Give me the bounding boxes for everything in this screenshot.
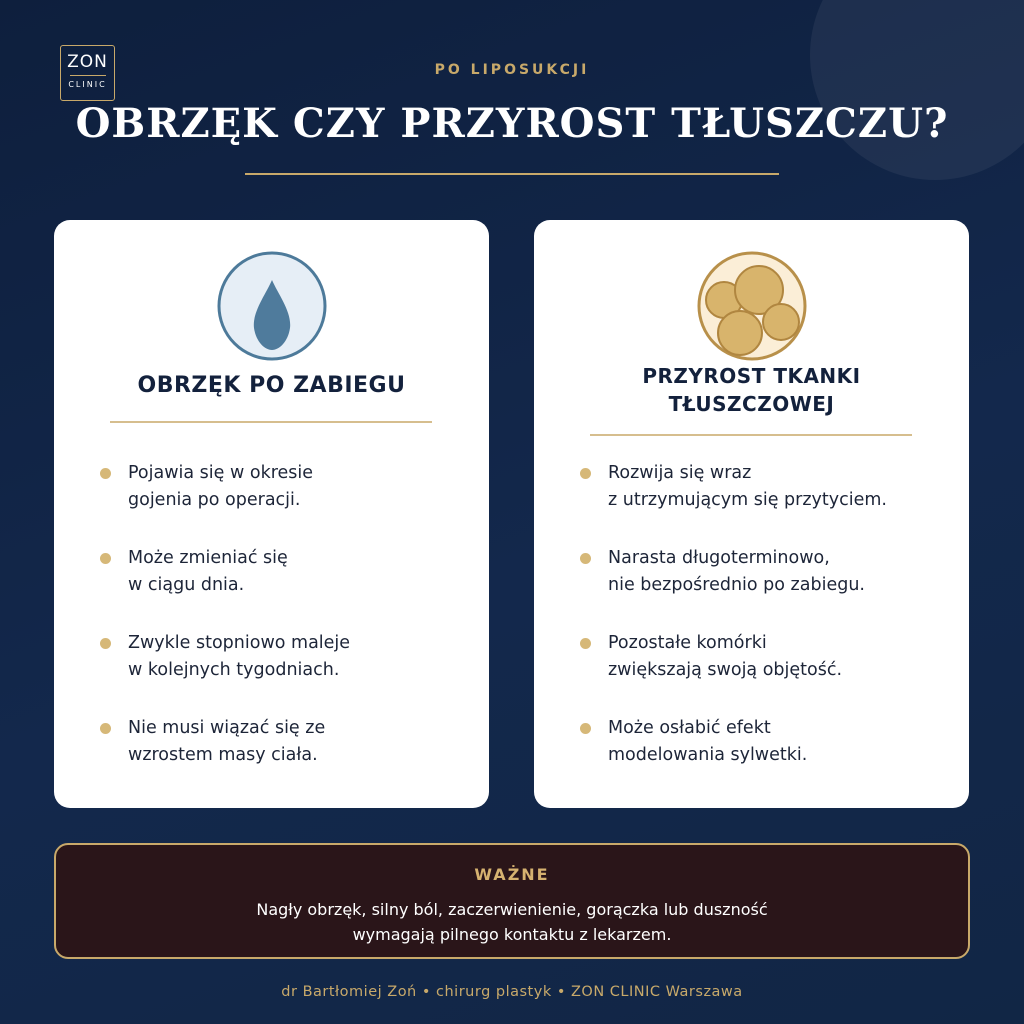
logo-subtitle: CLINIC	[68, 80, 107, 89]
bullet-dot	[100, 638, 111, 649]
notice-title: WAŻNE	[474, 865, 550, 884]
card-title	[554, 362, 949, 418]
card-title: OBRZĘK PO ZABIEGU	[137, 373, 406, 398]
list-item	[54, 715, 489, 800]
bullet-text: w ciągu dnia.	[128, 575, 245, 595]
card-title-line: TŁUSZCZOWEJ	[668, 392, 835, 416]
card-title-line: PRZYROST TKANKI	[642, 364, 861, 388]
title-divider	[245, 173, 779, 175]
bullet-text: z utrzymującym się przytyciem.	[608, 490, 887, 510]
bullet-text: Zwykle stopniowo maleje	[128, 633, 351, 653]
bullet-text: wzrostem masy ciała.	[128, 745, 318, 765]
bullet-dot	[100, 723, 111, 734]
footer-credit: dr Bartłomiej Zoń • chirurg plastyk • ZON CLINIC Warszawa	[281, 984, 743, 1000]
bullet-dot	[580, 638, 591, 649]
card-divider	[590, 434, 912, 436]
bullet-text: Rozwija się wraz	[608, 463, 752, 483]
bullet-text: nie bezpośrednio po zabiegu.	[608, 575, 865, 595]
logo-name: ZON	[67, 52, 108, 72]
list-item	[54, 460, 489, 545]
bullet-dot	[100, 553, 111, 564]
bullet-dot	[100, 468, 111, 479]
bullet-text: Może osłabić efekt	[608, 718, 771, 738]
bullet-dot	[580, 468, 591, 479]
fat-gain-card	[534, 220, 969, 808]
page-title: OBRZĘK CZY PRZYROST TŁUSZCZU?	[75, 100, 949, 147]
bullet-text: w kolejnych tygodniach.	[128, 660, 340, 680]
bullet-text: Nie musi wiązać się ze	[128, 718, 326, 738]
bullet-dot	[580, 723, 591, 734]
decorative-circle	[810, 0, 1024, 180]
bullet-text: Pojawia się w okresie	[128, 463, 314, 483]
list-item	[534, 630, 969, 715]
list-item	[534, 545, 969, 630]
fat-cells-icon	[696, 250, 808, 362]
header-kicker: PO LIPOSUKCJI	[434, 62, 590, 78]
bullet-list	[534, 460, 969, 800]
bullet-text: Pozostałe komórki	[608, 633, 767, 653]
list-item	[534, 460, 969, 545]
bullet-dot	[580, 553, 591, 564]
bullet-list	[54, 460, 489, 800]
card-divider	[110, 421, 432, 423]
bullet-text: modelowania sylwetki.	[608, 745, 808, 765]
bullet-text: Może zmieniać się	[128, 548, 288, 568]
list-item	[534, 715, 969, 800]
bullet-text: gojenia po operacji.	[128, 490, 301, 510]
important-notice	[54, 843, 970, 959]
notice-text	[56, 897, 968, 947]
notice-line: Nagły obrzęk, silny ból, zaczerwienienie, gorączka lub duszność	[256, 900, 768, 919]
water-drop-icon	[216, 250, 328, 362]
bullet-text: Narasta długoterminowo,	[608, 548, 830, 568]
notice-line: wymagają pilnego kontaktu z lekarzem.	[352, 925, 672, 944]
bullet-text: zwiększają swoją objętość.	[608, 660, 843, 680]
swelling-card	[54, 220, 489, 808]
list-item	[54, 545, 489, 630]
list-item	[54, 630, 489, 715]
